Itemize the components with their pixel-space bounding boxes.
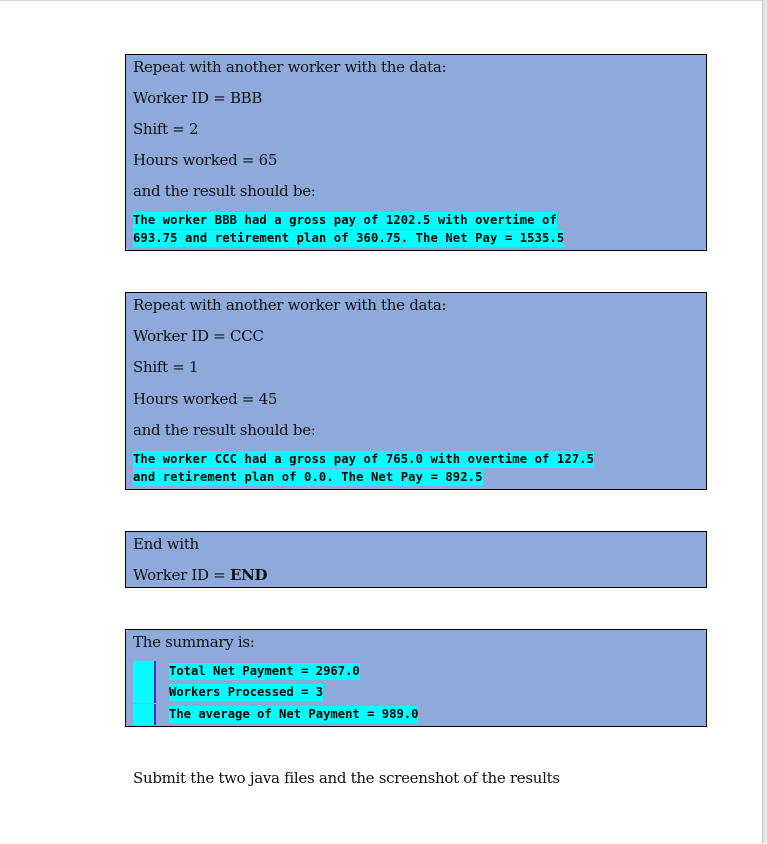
result-label: and the result should be: [133, 182, 316, 200]
worker-id-value: END [229, 566, 268, 584]
intro-text: The summary is: [133, 633, 255, 651]
output-line-1: The worker CCC had a gross pay of 765.0 with overtime of 127.5 [133, 452, 595, 466]
output-line-2: 693.75 and retirement plan of 360.75. The Net Pay = 1535.5 [133, 231, 565, 245]
hours-text: Hours worked = 45 [133, 390, 278, 408]
footer-instruction: Submit the two java files and the screenshot of the results [133, 769, 560, 787]
worker-id-prefix: Worker ID = [133, 566, 230, 584]
hours-text: Hours worked = 65 [133, 151, 278, 169]
shift-text: Shift = 2 [133, 120, 199, 138]
intro-text: Repeat with another worker with the data: [133, 58, 447, 76]
worker-id-text: Worker ID = CCC [133, 327, 264, 345]
worker-bbb-box [125, 54, 707, 251]
worker-ccc-box [125, 292, 707, 490]
intro-text: End with [133, 535, 199, 553]
intro-text: Repeat with another worker with the data: [133, 296, 447, 314]
end-box [125, 531, 707, 588]
page-edge-shadow [762, 0, 767, 843]
summary-workers-text: Workers Processed = 3 [169, 685, 324, 699]
summary-average-text: The average of Net Payment = 989.0 [169, 707, 419, 721]
worker-id-text [133, 564, 267, 586]
worker-id-text: Worker ID = BBB [133, 89, 263, 107]
summary-total-text: Total Net Payment = 2967.0 [169, 664, 360, 678]
output-line-1: The worker BBB had a gross pay of 1202.5 with overtime of [133, 213, 557, 227]
summary-box [125, 629, 707, 727]
shift-text: Shift = 1 [133, 358, 199, 376]
result-label: and the result should be: [133, 421, 316, 439]
output-line-2: and retirement plan of 0.0. The Net Pay = 892.5 [133, 470, 483, 484]
